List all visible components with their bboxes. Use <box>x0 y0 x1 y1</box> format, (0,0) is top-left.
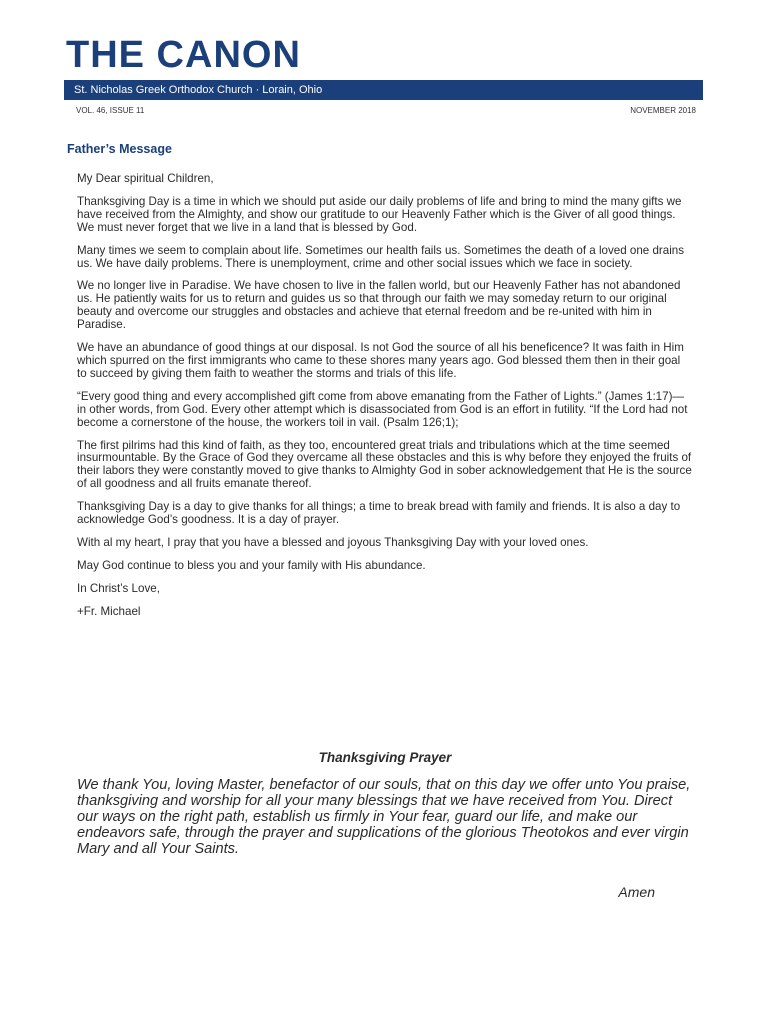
fathers-message-body <box>77 173 693 629</box>
paragraph: We have an abundance of good things at our disposal. Is not God the source of all his beneficence? It was faith in Him which spurred on the first immigrants who came to these shores many years ago. God blessed them then in their goal to succeed by giving them faith to weather the storms and trials of this life. <box>77 341 684 380</box>
paragraph: Thanksgiving Day is a time in which we should put aside our daily problems of life and bring to mind the many gifts we have received from the Almighty, and show our gratitude to our Heavenly Father which is the Giver of all good things. We must never forget that we live in a land that is blessed by God. <box>77 194 682 234</box>
paragraph: “Every good thing and every accomplished gift come from above emanating from the Father of Lights.” (James 1:17)—in other words, from God. Every other attempt which is disassociated from God is an effort in futility. “If the Lord had not become a cornerstone of the house, the workers toil in vail. (Psalm 126;1); <box>77 389 688 429</box>
issue-date: NOVEMBER 2018 <box>630 106 696 115</box>
church-banner: St. Nicholas Greek Orthodox Church · Lorain, Ohio <box>64 80 703 100</box>
paragraph: The first pilrims had this kind of faith, as they too, encountered great trials and tribulations which at the time seemed insurmountable. By the Grace of God they overcame all these obstacles and this is why before they enjoyed the fruits of their labors they were constantly moved to give thanks to Almighty God in sober acknowledgement that He is the source of all goodness and all fruits emanate thereof. <box>77 438 692 491</box>
newsletter-title: THE CANON <box>66 34 301 76</box>
signature: +Fr. Michael <box>77 604 141 618</box>
volume-issue: VOL. 46, ISSUE 11 <box>76 106 145 115</box>
prayer-closing: Amen <box>618 884 655 900</box>
paragraph: Many times we seem to complain about life. Sometimes our health fails us. Sometimes the death of a loved one drains us. We have daily problems. There is unemployment, crime and other social issues which we face in society. <box>77 243 685 270</box>
prayer-text: We thank You, loving Master, benefactor of our souls, that on this day we offer unto You praise, thanksgiving and worship for all your many blessings that we have received from You. Direct our ways on the right path, establish us firmly in Your fear, guard our life, and make our endeavors safe, through the prayer and supplications of the glorious Theotokos and ever virgin Mary and all Your Saints. <box>77 777 691 857</box>
salutation: My Dear spiritual Children, <box>77 172 214 185</box>
paragraph: May God continue to bless you and your family with His abundance. <box>77 558 426 572</box>
issue-info-row <box>76 106 696 115</box>
paragraph: We no longer live in Paradise. We have chosen to live in the fallen world, but our Heavenly Father has not abandoned us. He patiently waits for us to return and guides us so that through our faith we may someday return to our original beauty and overcome our struggles and obstacles and achieve that eternal freedom and be re-united with him in Paradise. <box>77 279 681 332</box>
section-heading: Father’s Message <box>67 142 172 156</box>
paragraph: Thanksgiving Day is a day to give thanks for all things; a time to break bread with family and friends. It is also a day to acknowledge God’s goodness. It is a day of prayer. <box>77 500 681 527</box>
sign-off: In Christ’s Love, <box>77 581 160 595</box>
paragraph: With al my heart, I pray that you have a blessed and joyous Thanksgiving Day with your loved ones. <box>77 535 589 549</box>
prayer-title: Thanksgiving Prayer <box>318 750 452 765</box>
